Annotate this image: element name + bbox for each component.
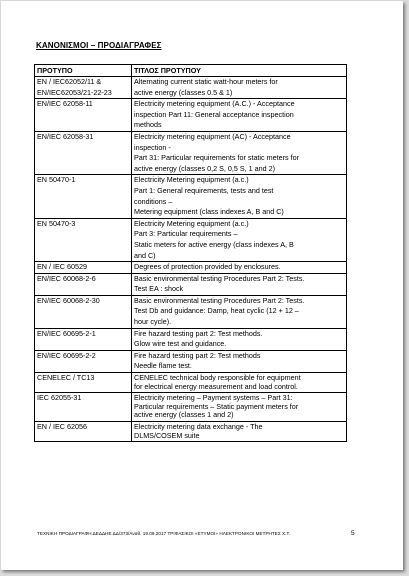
standard-code: IEC 62055-31 <box>35 393 132 422</box>
standard-code: EN/IEC 60695-2-2 <box>35 350 132 372</box>
standard-title: Electricity metering data exchange - The DLMS/COSEM suite <box>132 422 347 442</box>
header-standard: ΠΡΟΤΥΠΟ <box>35 65 132 77</box>
standard-title: CENELEC technical body responsible for equipment for electrical energy measurement and load control. <box>132 373 347 393</box>
table-row <box>35 131 347 174</box>
standard-title: Electricity Metering equipment (a.c.) Part 3: Particular requirements – Static meters for active energy (class indexes A, B and C) <box>132 218 347 261</box>
standard-title: Electricity metering equipment (A.C.) - Acceptance inspection Part 11: General acceptance inspection methods <box>132 99 347 132</box>
standard-title: Fire hazard testing part 2: Test methods. Glow wire test and guidance. <box>132 328 347 350</box>
table-row <box>35 218 347 261</box>
table-row <box>35 295 347 328</box>
header-standard-title: ΤΙΤΛΟΣ ΠΡΟΤΥΠΟΥ <box>132 65 347 77</box>
standard-code: EN/IEC 62058-31 <box>35 131 132 174</box>
table-row <box>35 77 347 99</box>
standard-code: EN / IEC 60529 <box>35 262 132 274</box>
standard-code: CENELEC / TC13 <box>35 373 132 393</box>
section-title: ΚΑΝΟΝΙΣΜΟΙ – ΠΡΟΔΙΑΓΡΑΦΕΣ <box>36 41 162 50</box>
standard-code: EN / IEC 62056 <box>35 422 132 442</box>
table-header-row <box>35 65 347 77</box>
table-row <box>35 393 347 422</box>
standard-title: Basic environmental testing Procedures Part 2: Tests. Test EA : shock <box>132 273 347 295</box>
standard-code: EN/IEC 60068-2-6 <box>35 273 132 295</box>
standard-code: EN / IEC62052/11 & EN/IEC62053/21-22-23 <box>35 77 132 99</box>
standard-title: Fire hazard testing part 2: Test methods Needle flame test. <box>132 350 347 372</box>
table-row <box>35 99 347 132</box>
standard-title: Electricity Metering equipment (a.c.) Part 1: General requirements, tests and test conditions – Metering equipment (class indexes A, B and C) <box>132 175 347 218</box>
table-row <box>35 273 347 295</box>
standard-title: Degrees of protection provided by enclosures. <box>132 262 347 274</box>
standard-code: EN/IEC 60695-2-1 <box>35 328 132 350</box>
standard-title: Electricity metering – Payment systems – Part 31: Particular requirements – Static payment meters for active energy (classes 1 and 2) <box>132 393 347 422</box>
standard-title: Electricity metering equipment (AC) - Acceptance inspection - Part 31: Particular requirements for static meters for active energy (classes 0,2 S, 0,5 S, 1 and 2) <box>132 131 347 174</box>
page-footer: ΤΕΧΝΙΚΗ ΠΡΟΔΙΑΓΡΑΦΗ ΔΕΔΔΗΕ ΔΔ/373/Αναθ. 19.09.2017 ΤΡΙΦΑΣΙΚΟΙ «ΕΤΥΜΟΙ» ΗΛΕΚΤΡΟΝΙΚΟΙ ΜΕΤΡΗΤΕΣ Χ.Τ. <box>37 531 291 536</box>
page-number: 5 <box>351 530 355 537</box>
standards-table <box>34 64 347 442</box>
standard-code: EN 50470-1 <box>35 175 132 218</box>
standard-code: EN/IEC 62058-11 <box>35 99 132 132</box>
table-row <box>35 422 347 442</box>
standard-code: EN/IEC 60068-2-30 <box>35 295 132 328</box>
standard-title: Alternating current static watt-hour meters for active energy (classes 0.5 & 1) <box>132 77 347 99</box>
standard-title: Basic environmental testing Procedures Part 2: Tests. Test Db and guidance: Damp, heat cyclic (12 + 12 – hour cycle). <box>132 295 347 328</box>
table-row <box>35 373 347 393</box>
table-row <box>35 350 347 372</box>
table-row <box>35 262 347 274</box>
table-row <box>35 328 347 350</box>
document-page <box>1 1 403 570</box>
standard-code: EN 50470-3 <box>35 218 132 261</box>
table-row <box>35 175 347 218</box>
